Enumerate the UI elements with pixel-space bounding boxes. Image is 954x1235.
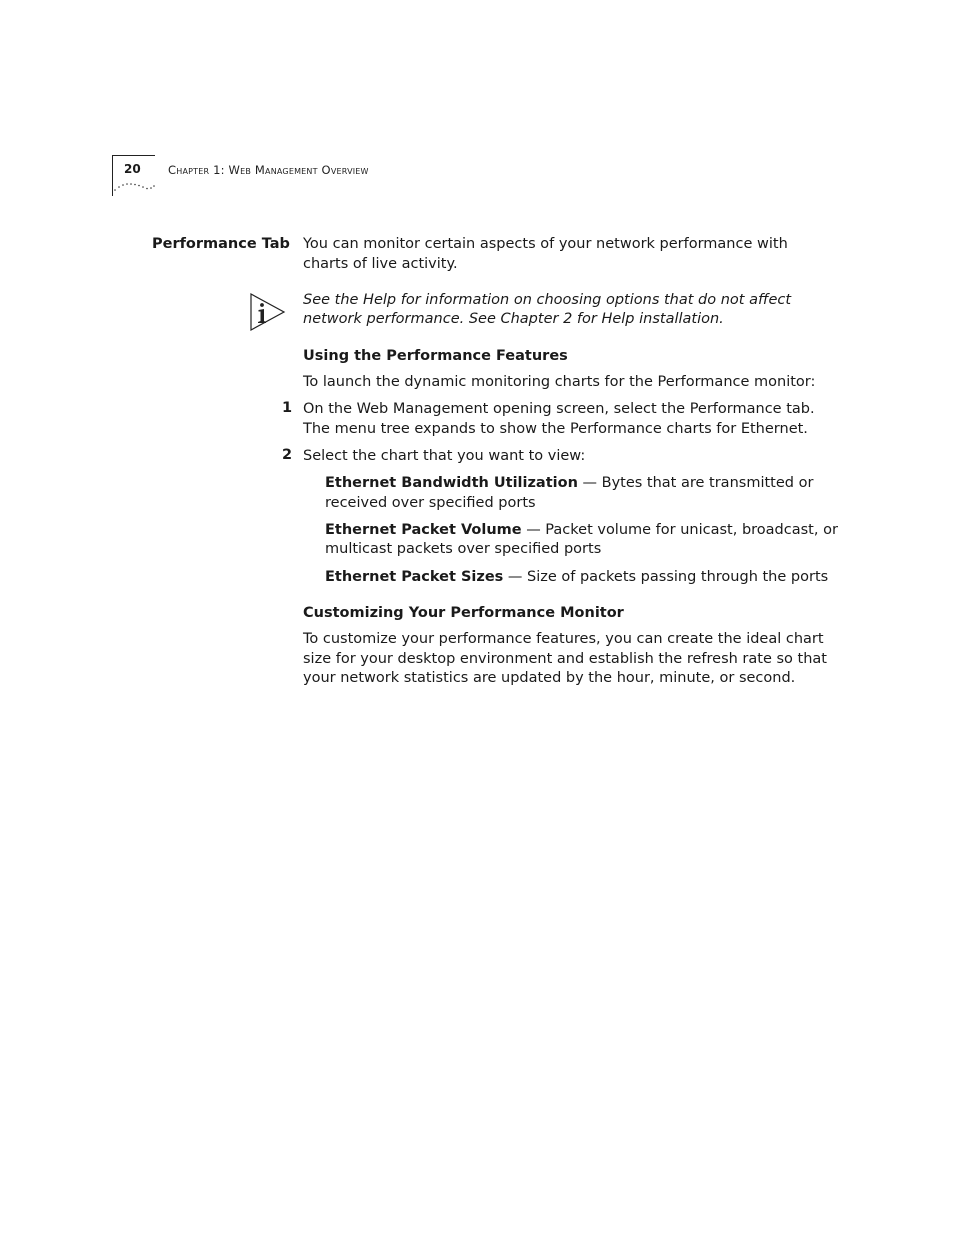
- chart-term-bandwidth: Ethernet Bandwidth Utilization: [325, 475, 578, 491]
- section-heading: Performance Tab: [152, 236, 290, 252]
- intro-line-1: You can monitor certain aspects of your network performance with: [303, 236, 788, 252]
- chart-desc-bandwidth-line-2: received over specified ports: [325, 495, 536, 511]
- note-line-1: See the Help for information on choosing options that do not affect: [303, 292, 792, 308]
- note-line-2: network performance. See Chapter 2 for Help installation.: [303, 311, 724, 327]
- chart-item-bandwidth: [325, 474, 813, 494]
- info-icon: [250, 293, 286, 331]
- step-number-2: 2: [282, 447, 293, 463]
- customizing-line-1: To customize your performance features, you can create the ideal chart: [303, 631, 824, 647]
- subsection-intro: To launch the dynamic monitoring charts for the Performance monitor:: [303, 374, 816, 390]
- chart-term-packet-volume: Ethernet Packet Volume: [325, 522, 522, 538]
- step-1-line-1: On the Web Management opening screen, select the Performance tab.: [303, 401, 815, 417]
- header-dots-decoration: [113, 182, 155, 192]
- subsection-heading-customizing: Customizing Your Performance Monitor: [303, 605, 624, 621]
- chart-desc-packet-sizes: — Size of packets passing through the ports: [503, 569, 829, 585]
- customizing-line-2: size for your desktop environment and establish the refresh rate so that: [303, 651, 827, 667]
- intro-line-2: charts of live activity.: [303, 256, 458, 272]
- step-2-line-1: Select the chart that you want to view:: [303, 448, 586, 464]
- running-head: Chapter 1: Web Management Overview: [168, 163, 369, 177]
- customizing-line-3: your network statistics are updated by the hour, minute, or second.: [303, 670, 796, 686]
- chart-term-packet-sizes: Ethernet Packet Sizes: [325, 569, 504, 585]
- chart-desc-packet-volume: — Packet volume for unicast, broadcast, or: [521, 522, 838, 538]
- chart-item-packet-volume: [325, 521, 838, 541]
- chart-item-packet-sizes: [325, 568, 828, 588]
- subsection-heading-using: Using the Performance Features: [303, 348, 568, 364]
- step-number-1: 1: [282, 400, 293, 416]
- step-1-line-2: The menu tree expands to show the Performance charts for Ethernet.: [303, 421, 808, 437]
- page-number: 20: [124, 162, 141, 176]
- chart-desc-bandwidth: — Bytes that are transmitted or: [577, 475, 814, 491]
- chart-desc-packet-volume-line-2: multicast packets over specified ports: [325, 541, 602, 557]
